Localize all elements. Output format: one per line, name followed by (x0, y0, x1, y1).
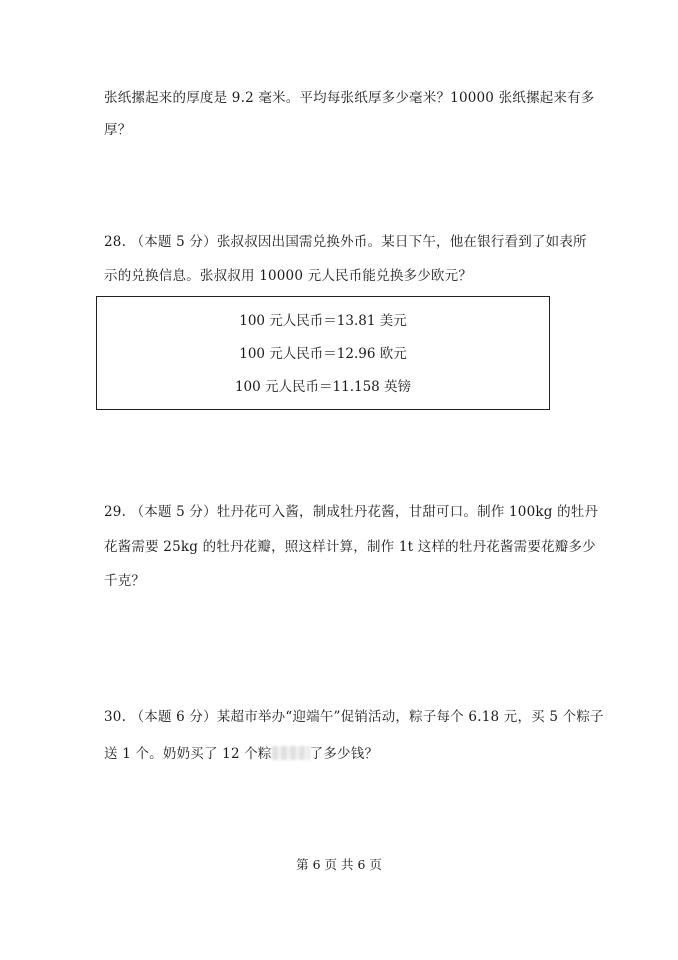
question-30-text-after-blur: 了多少钱？ (309, 746, 379, 762)
question-27-text-line-2: 厚？ (104, 122, 132, 138)
question-30-text-line-1: 30. （本题 6 分）某超市举办“迎端午”促销活动，粽子每个 6.18 元，买 5 个粽子 (104, 709, 604, 725)
blurred-text-region (272, 746, 310, 760)
question-27-text-line-1: 张纸摞起来的厚度是 9.2 毫米。平均每张纸厚多少毫米？10000 张纸摞起来有多 (104, 90, 595, 106)
question-28-text-line-2: 示的兑换信息。张叔叔用 10000 元人民币能兑换多少欧元？ (104, 268, 473, 284)
exchange-rate-table (96, 296, 550, 410)
question-30-text-line-2 (104, 744, 378, 764)
exchange-rate-usd: 100 元人民币＝13.81 美元 (239, 313, 407, 329)
question-30-text-before-blur: 送 1 个。奶奶买了 12 个粽 (104, 746, 272, 762)
exchange-rate-eur: 100 元人民币＝12.96 欧元 (239, 346, 407, 362)
question-29-text-line-1: 29. （本题 5 分）牡丹花可入酱，制成牡丹花酱，甘甜可口。制作 100kg 的牡丹 (104, 504, 599, 520)
page-number-footer: 第 6 页 共 6 页 (296, 857, 382, 872)
question-29-text-line-3: 千克？ (104, 573, 146, 589)
question-29-text-line-2: 花酱需要 25kg 的牡丹花瓣，照这样计算，制作 1t 这样的牡丹花酱需要花瓣多少 (104, 539, 596, 555)
question-28-text-line-1: 28. （本题 5 分）张叔叔因出国需兑换外币。某日下午，他在银行看到了如表所 (104, 234, 587, 250)
exchange-rate-gbp: 100 元人民币＝11.158 英镑 (234, 379, 412, 395)
